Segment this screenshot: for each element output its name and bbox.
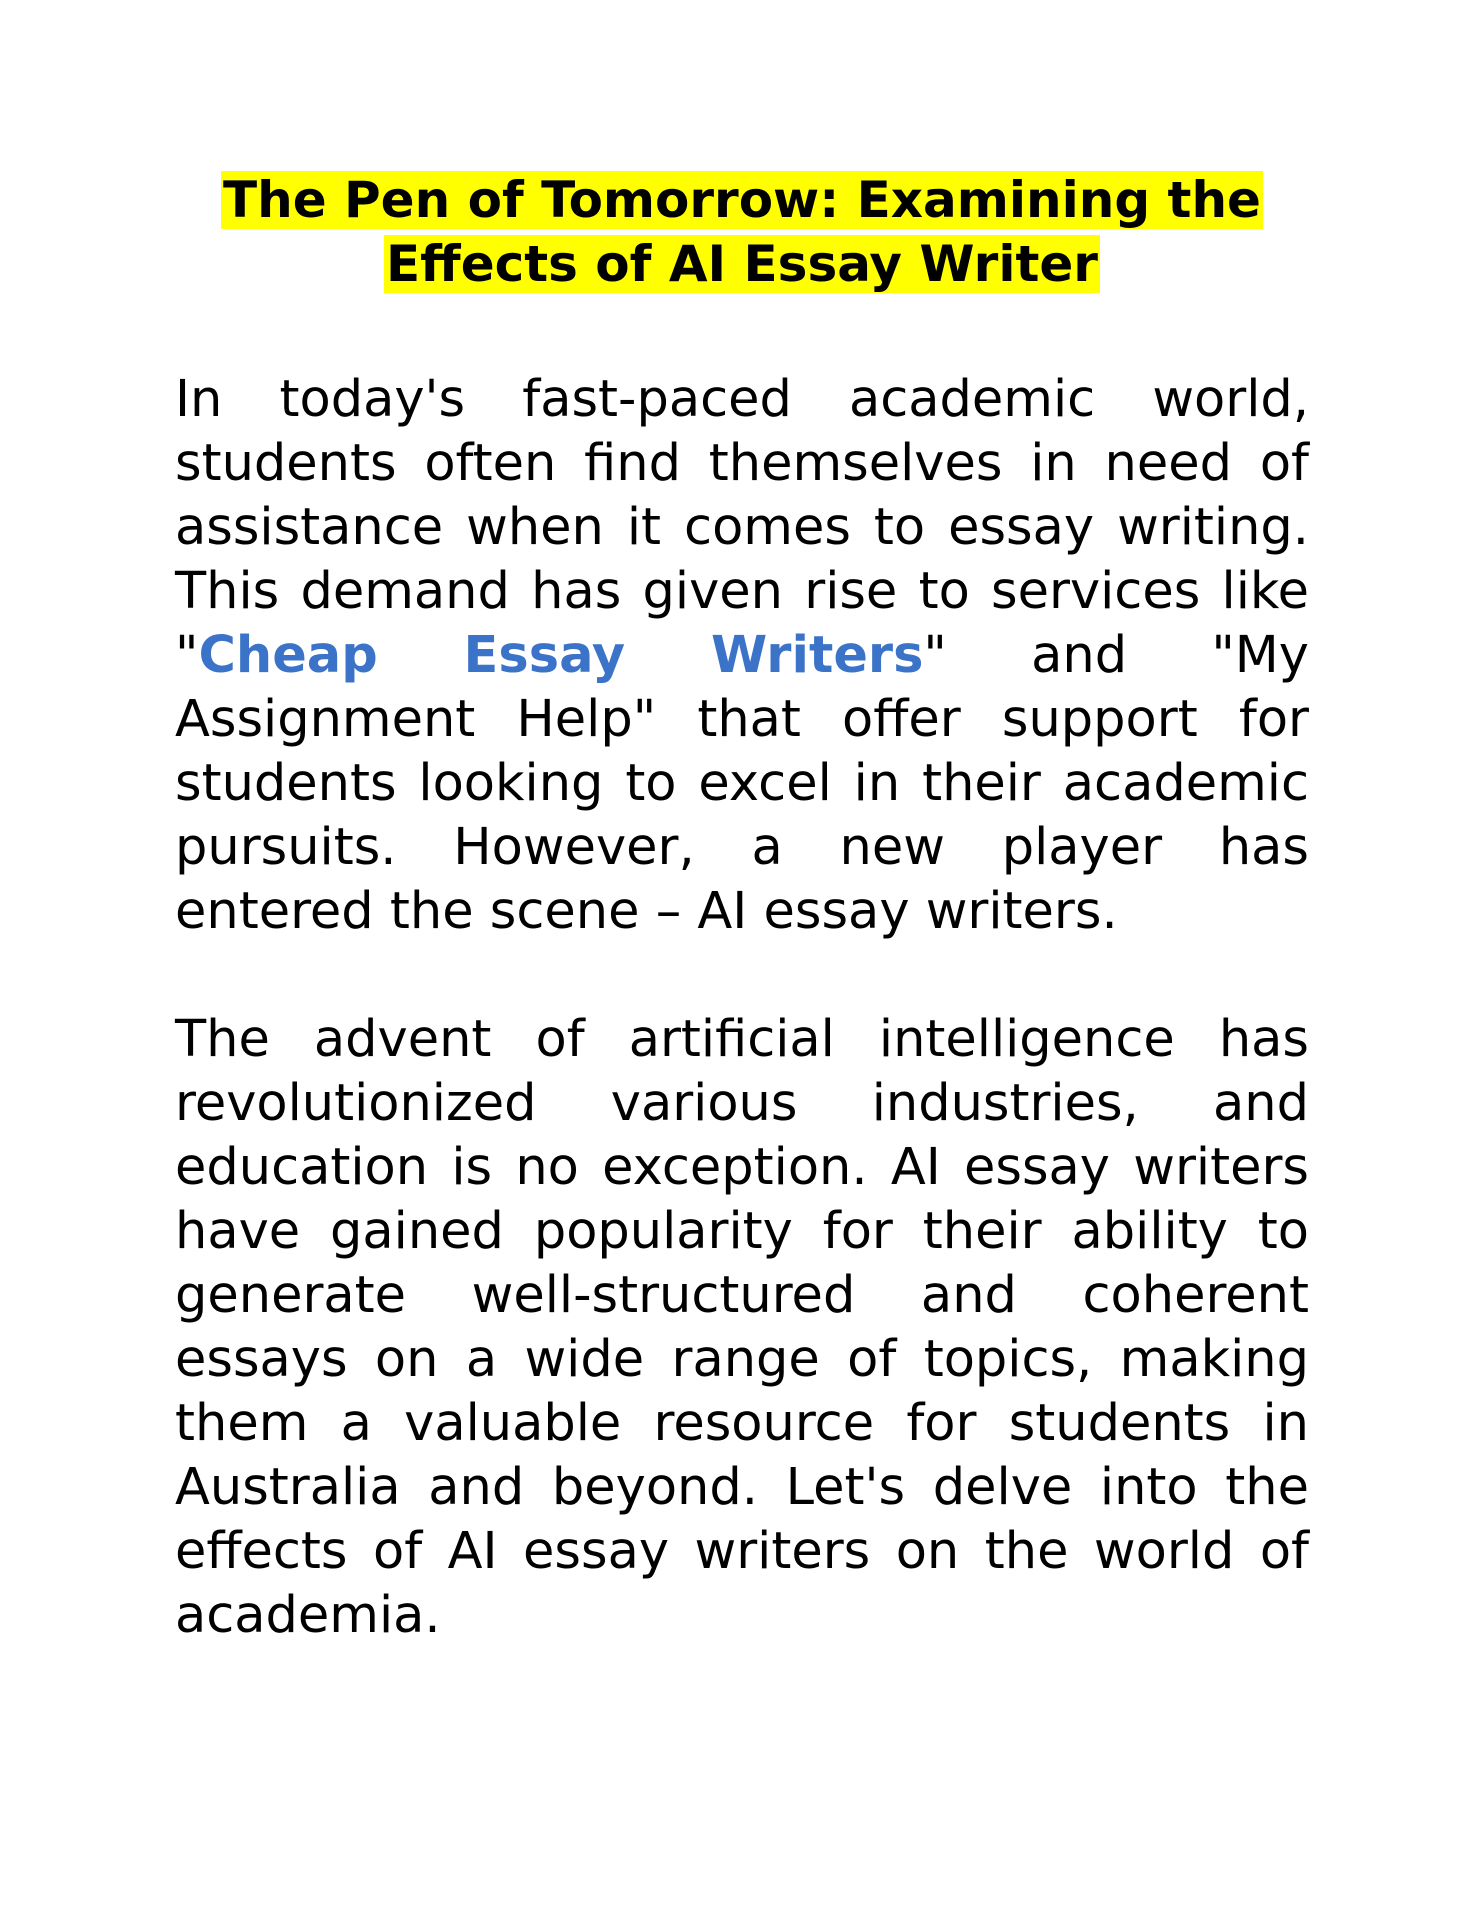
paragraph-intro-text-after-link: " and "My Assignment Help" that offer support for students looking to excel in their academic pursuits. However, a new player has entered the scene – AI essay writers. — [175, 626, 1309, 941]
paragraph-intro — [175, 368, 1309, 944]
title-line-1: The Pen of Tomorrow: Examining the — [223, 171, 1261, 229]
paragraph-ai-advent: The advent of artificial intelligence has revolutionized various industries, and education is no exception. AI essay writers have gained popularity for their ability to generate well-structured and coherent essays on a wide range of topics, making them a valuable resource for students in Australia and beyond. Let's delve into the effects of AI essay writers on the world of academia. — [175, 1010, 1309, 1645]
document-title — [175, 168, 1309, 296]
cheap-essay-writers-link[interactable]: Cheap Essay Writers — [198, 626, 924, 685]
document-body — [175, 168, 1309, 1648]
title-line-2: Effects of AI Essay Writer — [386, 235, 1098, 293]
paragraph-intro-text-before-link: In today's fast-paced academic world, students often find themselves in need of assistance when it comes to essay writing. This demand has given rise to services like " — [175, 370, 1309, 685]
